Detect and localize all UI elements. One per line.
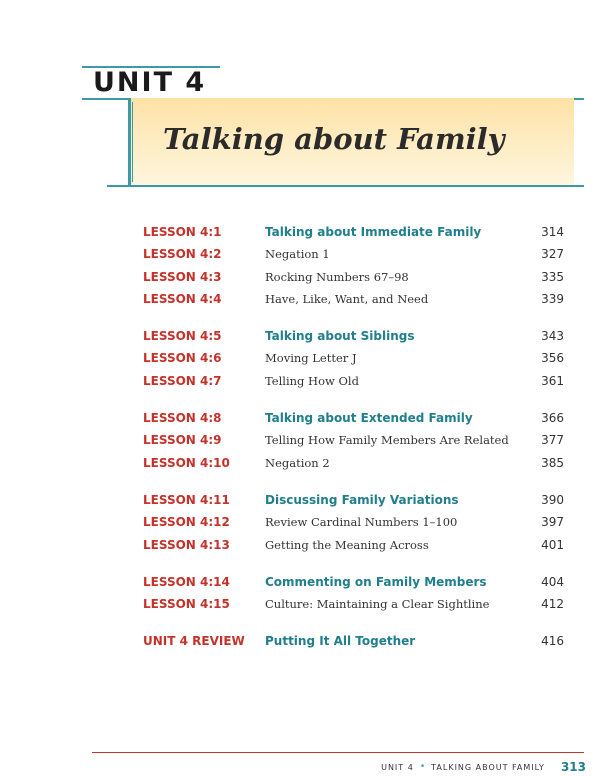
lesson-page: 397 [541, 515, 564, 529]
lesson-title: Negation 1 [265, 247, 330, 261]
unit-label: UNIT 4 [93, 67, 207, 98]
page-footer [381, 759, 586, 775]
lesson-row[interactable] [0, 490, 600, 510]
lesson-title: Commenting on Family Members [265, 575, 487, 589]
lesson-page: 314 [541, 225, 564, 239]
lesson-row[interactable] [0, 289, 600, 309]
lesson-title: Telling How Family Members Are Related [265, 433, 509, 447]
lesson-title: Talking about Siblings [265, 329, 415, 343]
lesson-row[interactable] [0, 408, 600, 428]
lesson-code: LESSON 4:6 [143, 351, 222, 365]
lesson-code: LESSON 4:11 [143, 493, 230, 507]
lesson-row[interactable] [0, 326, 600, 346]
lesson-page: 343 [541, 329, 564, 343]
lesson-page: 416 [541, 634, 564, 648]
lesson-row[interactable] [0, 594, 600, 614]
lesson-row[interactable] [0, 572, 600, 592]
lesson-row[interactable] [0, 371, 600, 391]
lesson-code: LESSON 4:14 [143, 575, 230, 589]
lesson-title: Getting the Meaning Across [265, 538, 429, 552]
lesson-page: 327 [541, 247, 564, 261]
lesson-code: LESSON 4:13 [143, 538, 230, 552]
lesson-title: Culture: Maintaining a Clear Sightline [265, 597, 490, 611]
footer-title: TALKING ABOUT FAMILY [431, 762, 545, 772]
lesson-code: LESSON 4:7 [143, 374, 222, 388]
lesson-code: LESSON 4:1 [143, 225, 222, 239]
lesson-code: LESSON 4:8 [143, 411, 222, 425]
lesson-code: LESSON 4:9 [143, 433, 222, 447]
lesson-row[interactable] [0, 222, 600, 242]
lesson-title: Talking about Immediate Family [265, 225, 482, 239]
lesson-row[interactable] [0, 244, 600, 264]
lesson-row[interactable] [0, 430, 600, 450]
lesson-page: 366 [541, 411, 564, 425]
unit-review-row[interactable] [0, 631, 600, 651]
lesson-title: Have, Like, Want, and Need [265, 292, 429, 306]
lesson-title: Talking about Extended Family [265, 411, 473, 425]
lesson-page: 356 [541, 351, 564, 365]
bullet-separator-icon: • [419, 762, 426, 772]
lesson-page: 412 [541, 597, 564, 611]
lesson-page: 401 [541, 538, 564, 552]
lesson-title: Moving Letter J [265, 351, 357, 365]
unit-title: Talking about Family [163, 122, 505, 156]
lesson-code: LESSON 4:3 [143, 270, 222, 284]
lesson-title: Review Cardinal Numbers 1–100 [265, 515, 458, 529]
lesson-title: Negation 2 [265, 456, 330, 470]
lesson-page: 335 [541, 270, 564, 284]
lesson-row[interactable] [0, 348, 600, 368]
lesson-code: LESSON 4:15 [143, 597, 230, 611]
footer-unit: UNIT 4 [381, 762, 414, 772]
lesson-code: UNIT 4 REVIEW [143, 634, 245, 648]
lesson-row[interactable] [0, 512, 600, 532]
lesson-title: Putting It All Together [265, 634, 416, 648]
lesson-title: Discussing Family Variations [265, 493, 459, 507]
lesson-code: LESSON 4:2 [143, 247, 222, 261]
lesson-code: LESSON 4:10 [143, 456, 230, 470]
lesson-code: LESSON 4:5 [143, 329, 222, 343]
lesson-code: LESSON 4:12 [143, 515, 230, 529]
lesson-page: 339 [541, 292, 564, 306]
lesson-title: Telling How Old [265, 374, 359, 388]
lesson-page: 377 [541, 433, 564, 447]
lesson-row[interactable] [0, 453, 600, 473]
page-number: 313 [560, 760, 586, 774]
lesson-row[interactable] [0, 267, 600, 287]
lesson-code: LESSON 4:4 [143, 292, 222, 306]
lesson-page: 385 [541, 456, 564, 470]
lesson-title: Rocking Numbers 67–98 [265, 270, 409, 284]
lesson-page: 361 [541, 374, 564, 388]
lesson-row[interactable] [0, 535, 600, 555]
lesson-page: 390 [541, 493, 564, 507]
footer-rule [92, 752, 584, 753]
lesson-page: 404 [541, 575, 564, 589]
